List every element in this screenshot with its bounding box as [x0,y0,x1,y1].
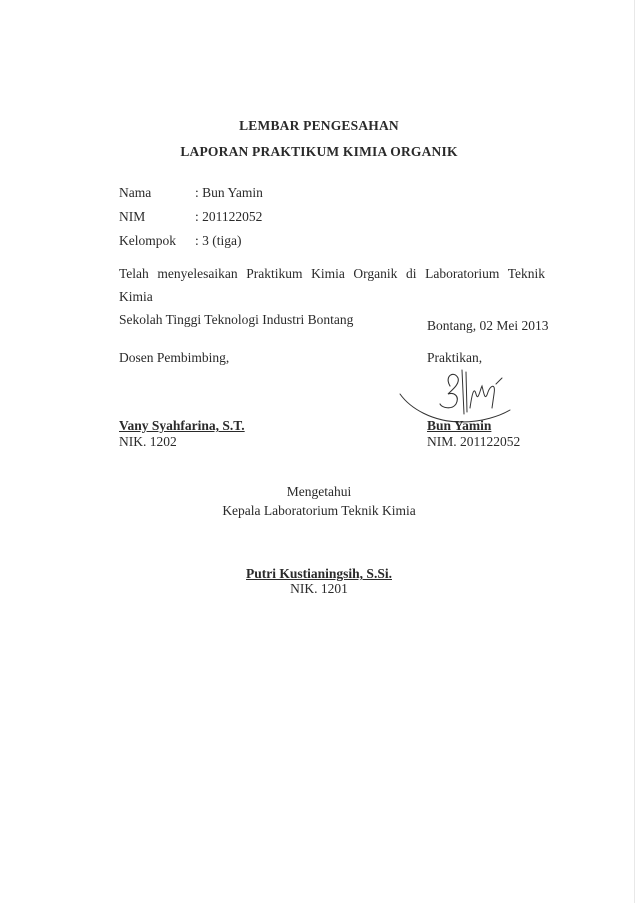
head-id: NIK. 1201 [290,581,348,596]
student-signature-icon [392,364,522,426]
document-subtitle: LAPORAN PRAKTIKUM KIMIA ORGANIK [180,144,458,159]
head-name: Putri Kustianingsih, S.Si. [246,566,392,581]
supervisor-role: Dosen Pembimbing, [119,350,230,365]
supervisor-id: NIK. 1202 [119,434,177,449]
field-value-nim: : 201122052 [195,209,263,224]
supervisor-name: Vany Syahfarina, S.T. [119,418,245,433]
field-label-nama: Nama [119,185,152,200]
head-title: Kepala Laboratorium Teknik Kimia [222,503,416,518]
student-name: Bun Yamin [427,418,492,433]
statement-line-1: Telah menyelesaikan Praktikum Kimia Organik di Laboratorium Teknik Kimia [119,266,545,304]
student-role: Praktikan, [427,350,483,365]
place-date: Bontang, 02 Mei 2013 [427,318,549,333]
document-title: LEMBAR PENGESAHAN [239,118,399,133]
acknowledged-label: Mengetahui [286,484,352,499]
field-label-nim: NIM [119,209,146,224]
field-label-kelompok: Kelompok [119,233,176,248]
student-id: NIM. 201122052 [427,434,521,449]
statement-line-2: Sekolah Tinggi Teknologi Industri Bontang [119,312,354,327]
field-value-nama: : Bun Yamin [195,185,263,200]
field-value-kelompok: : 3 (tiga) [195,233,242,248]
scan-edge [634,0,635,903]
